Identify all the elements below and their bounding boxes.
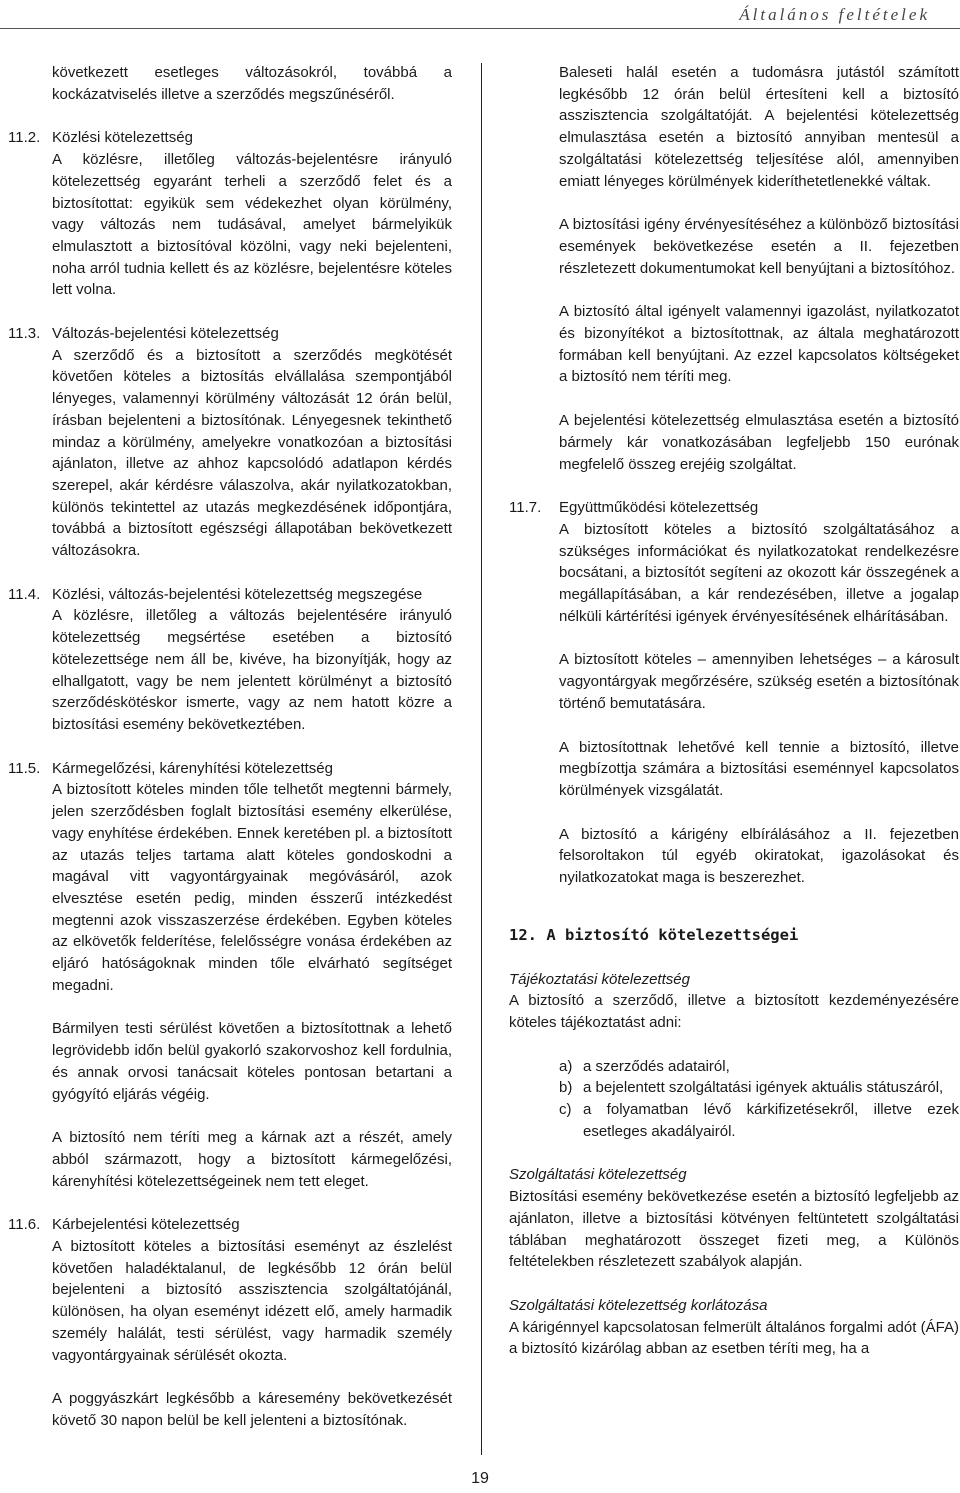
- section-title: Kárbejelentési kötelezettség: [52, 1216, 240, 1234]
- list-text: a folyamatban lévő kárkifizetésekről, illetve ezek esetleges akadályairól.: [583, 1101, 959, 1140]
- section-11-5: [8, 758, 452, 1193]
- list-item: [559, 1056, 959, 1078]
- section-number: 11.7.: [509, 499, 542, 517]
- paragraph: A bejelentési kötelezettség elmulasztása esetén a biztosító bármely kár vonatkozásában legfeljebb 150 eurónak megfelelő összeg erejéig szolgáltat.: [559, 412, 959, 473]
- column-divider: [481, 63, 482, 1455]
- section-paragraph: A biztosított köteles – amennyiben lehetséges – a károsult vagyontárgyak megőrzésére, szükség esetén a biztosítónak történő bemutatására.: [559, 651, 959, 712]
- section-11-7: [509, 497, 959, 889]
- page-number: 19: [471, 1470, 489, 1487]
- subheading-service-duty: Szolgáltatási kötelezettség: [509, 1166, 687, 1184]
- section-body: A közlésre, illetőleg a változás bejelentésére irányuló kötelezettség megsértése esetében a biztosító kötelezettsége nem áll be, kivéve, ha bizonyítják, hogy az elhallgatott, vagy be nem jelentett körülményt a biztosító szerződéskötéskor ismerte, vagy az nem hatott közre a biztosítási esemény bekövetkeztében.: [52, 607, 452, 733]
- section-11-2: [8, 127, 452, 301]
- paragraph: Biztosítási esemény bekövetkezése esetén a biztosító legfeljebb az ajánlaton, illetve a biztosítási kötvényen feltüntetett szolgáltatási táblában meghatározott összeget fizeti meg, a Különös feltételekben részletezett szabályok alapján.: [509, 1188, 959, 1271]
- header-title: Általános feltételek: [739, 5, 930, 24]
- list-marker: b): [559, 1079, 573, 1097]
- section-body: A biztosított köteles a biztosító szolgáltatásához a szükséges információkat és nyilatkozatokat rendelkezésre bocsátani, a biztosítót segíteni az okozott kár összegének a megállapításában, a kár rendezésében, illetve a jogalap nélküli kártérítési igények érvényesítésének elhárításában.: [559, 520, 959, 625]
- intro-paragraph: következett esetleges változásokról, továbbá a kockázatviselés illetve a szerződés megszűnéséről.: [52, 64, 452, 103]
- information-list: [509, 1056, 959, 1143]
- paragraph: A kárigénnyel kapcsolatosan felmerült általános forgalmi adót (ÁFA) a biztosító kizárólag abban az esetben téríti meg, ha a: [509, 1318, 959, 1358]
- section-11-3: [8, 323, 452, 562]
- section-title: Közlési kötelezettség: [52, 129, 193, 147]
- section-number: 11.2.: [8, 129, 41, 147]
- list-item: [559, 1077, 959, 1099]
- section-title: Együttműködési kötelezettség: [559, 499, 759, 517]
- subheading-service-limitation: Szolgáltatási kötelezettség korlátozása: [509, 1296, 768, 1314]
- section-number: 11.4.: [8, 585, 41, 603]
- section-body: A biztosított köteles a biztosítási eseményt az észlelést követően haladéktalanul, de legkésőbb 12 órán belül bejelenteni a biztosító asszisztencia szolgáltatójánál, különösen, ha olyan eseményt idézett elő, amely harmadik személy halálát, testi sérülést, vagy harmadik személy vagyontárgyainak sérülését okozta.: [52, 1238, 452, 1364]
- section-title: Kármegelőzési, kárenyhítési kötelezettség: [52, 759, 333, 777]
- list-text: a bejelentett szolgáltatási igények aktuális státuszáról,: [583, 1079, 944, 1097]
- section-11-4: [8, 584, 452, 736]
- list-marker: c): [559, 1101, 572, 1119]
- section-paragraph: A biztosítottnak lehetővé kell tennie a biztosító, illetve megbízottja számára a biztosítási eseménnyel kapcsolatos körülmények vizsgálatát.: [559, 738, 959, 799]
- section-paragraph: A biztosító nem téríti meg a kárnak azt a részét, amely abból származott, hogy a biztosított kármegelőzési, kárenyhítési kötelezettségeinek nem tett eleget.: [52, 1129, 452, 1190]
- section-paragraph: A poggyászkárt legkésőbb a káresemény bekövetkezését követő 30 napon belül be kell jelenteni a biztosítónak.: [52, 1390, 452, 1429]
- page-header: [0, 0, 960, 29]
- section-paragraph: A biztosító a kárigény elbírálásához a II. fejezetben felsoroltakon túl egyéb okiratokat, igazolásokat és nyilatkozatokat maga is beszerezhet.: [559, 825, 959, 887]
- right-column: [509, 62, 959, 1360]
- section-title: Közlési, változás-bejelentési kötelezettség megszegése: [52, 585, 423, 603]
- paragraph: A biztosító által igényelt valamennyi igazolást, nyilatkozatot és bizonyítékot a biztosítottnak, az általa meghatározott formában kell benyújtani. Az ezzel kapcsolatos költségeket a biztosító nem téríti meg.: [559, 303, 959, 386]
- paragraph: A biztosító a szerződő, illetve a biztosított kezdeményezésére köteles tájékoztatást adni:: [509, 992, 959, 1031]
- section-body: A biztosított köteles minden tőle telhetőt megtenni bármely, jelen szerződésben foglalt biztosítási esemény elkerülése, vagy enyhítése érdekében. Ennek keretében pl. a biztosított az utazás teljes tartama alatt köteles gondoskodni a magával vitt vagyontárgyainak megóvásáról, azok elvesztése esetén pedig, minden ésszerű intézkedést megtenni azok visszaszerzése érdekében. Egyben köteles az elkövetők felderítése, felelősségre vonása érdekében az eljáró hatóságoknak minden tőle elvárható segítséget megadni.: [52, 781, 452, 994]
- section-11-6: [8, 1214, 452, 1431]
- subheading-information-duty: Tájékoztatási kötelezettség: [509, 970, 690, 988]
- list-marker: a): [559, 1057, 573, 1075]
- list-item: [559, 1099, 959, 1142]
- section-body: A közlésre, illetőleg változás-bejelentésre irányuló kötelezettség egyaránt terheli a szerződő felet és a biztosítottat: egyikük sem védekezhet olyan körülmény, vagy változás nem tudásával, amelyet bármelyikük elmulasztott a biztosítóval közölni, vagy neki bejelenteni, noha arról tudnia kellett és az közlésre, bejelentésre köteles lett volna.: [52, 151, 452, 299]
- section-number: 11.5.: [8, 759, 41, 777]
- left-column: [8, 62, 452, 1432]
- paragraph: A biztosítási igény érvényesítéséhez a különböző biztosítási események bekövetkezése esetén a II. fejezetben részletezett dokumentumokat kell benyújtani a biztosítóhoz.: [559, 216, 959, 277]
- paragraph: Baleseti halál esetén a tudomásra jutástól számított legkésőbb 12 órán belül értesíteni kell a biztosító asszisztencia szolgáltatóját. A bejelentési kötelezettség elmulasztása esetén a biztosító annyiban mentesül a szolgáltatási kötelezettség teljesítése alól, amennyiben emiatt lényeges körülmények kideríthetetlenekké váltak.: [559, 64, 959, 190]
- section-12-title: 12. A biztosító kötelezettségei: [509, 925, 799, 944]
- list-text: a szerződés adatairól,: [583, 1057, 730, 1075]
- section-number: 11.6.: [8, 1216, 41, 1234]
- section-paragraph: Bármilyen testi sérülést követően a biztosítottnak a lehető legrövidebb időn belül gyakorló szakorvoshoz kell fordulnia, és annak orvosi tanácsait köteles pontosan betartani a gyógyító eljárás végéig.: [52, 1020, 452, 1103]
- section-title: Változás-bejelentési kötelezettség: [52, 325, 279, 343]
- section-12: [509, 925, 959, 1360]
- section-number: 11.3.: [8, 325, 41, 343]
- section-body: A szerződő és a biztosított a szerződés megkötését követően köteles a biztosítás elvállalása szempontjából lényeges, valamennyi körülmény változását 12 órán belül, írásban bejelenteni a biztosítónak. Lényegesnek tekinthető mindaz a körülmény, amelyekre vonatkozóan a biztosítási ajánlaton, illetve az ahhoz kapcsolódó adatlapon kérdés szerepel, akár kérdésre válaszolva, akár nyilatkozatokban, különös tekintettel az utazás megkezdésének időpontjára, továbbá a biztosított egészségi állapotában bekövetkezett változásokra.: [52, 346, 452, 560]
